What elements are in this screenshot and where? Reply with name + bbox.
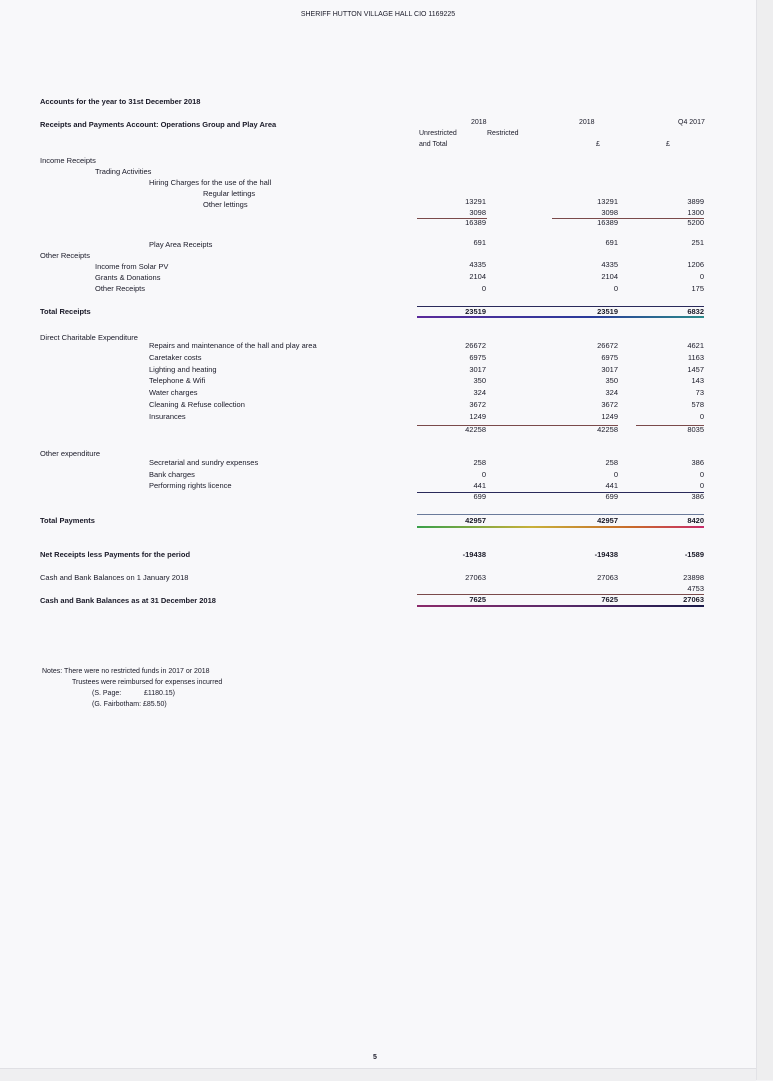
solar-v2: 4335 — [601, 260, 618, 269]
other-item-label: Performing rights licence — [149, 481, 232, 490]
hiring-subtotal-v3: 5200 — [687, 218, 704, 227]
direct-item-v3: 1457 — [687, 364, 704, 374]
direct-item-v2: 6975 — [601, 352, 618, 362]
direct-item-v3: 578 — [691, 400, 704, 409]
direct-item-v1: 324 — [473, 388, 486, 398]
direct-item-v1: 350 — [473, 376, 486, 386]
direct-item-label: Cleaning & Refuse collection — [149, 400, 245, 409]
total-payments-v3: 8420 — [687, 516, 704, 525]
other-subtotal-v1: 699 — [473, 492, 486, 501]
accounts-title: Accounts for the year to 31st December 2018 — [40, 97, 201, 106]
notes-line-1: Notes: There were no restricted funds in 2017 or 2018 — [42, 668, 210, 675]
net-v1: -19438 — [462, 550, 486, 559]
grants-v3: 0 — [699, 272, 704, 281]
direct-item-v3: 143 — [691, 376, 704, 386]
direct-item-v1: 3672 — [469, 400, 486, 409]
col1-and-total: and Total — [419, 141, 448, 148]
notes-line-3-amount: £1180.15) — [144, 690, 176, 697]
play-area-v3: 251 — [691, 238, 704, 247]
other-item-v1: 258 — [473, 458, 486, 467]
play-area-label: Play Area Receipts — [149, 240, 213, 249]
col2-year: 2018 — [579, 119, 595, 126]
col3-currency: £ — [666, 141, 670, 148]
hiring-subtotal-v1: 16389 — [465, 218, 486, 227]
direct-item-v2: 324 — [605, 388, 618, 398]
other-item-label: Secretarial and sundry expenses — [149, 458, 259, 467]
total-receipts-label: Total Receipts — [40, 307, 91, 316]
other-item-v2: 0 — [613, 469, 618, 479]
notes-line-4: (G. Fairbotham: £85.50) — [92, 701, 167, 708]
net-label: Net Receipts less Payments for the period — [40, 550, 191, 559]
scan-edge — [756, 0, 773, 1080]
direct-subtotal-v3: 8035 — [687, 425, 704, 434]
direct-item-v2: 350 — [605, 376, 618, 386]
closing-v3: 27063 — [683, 595, 704, 604]
direct-item-v2: 3017 — [601, 364, 618, 374]
direct-item-v2: 1249 — [601, 411, 618, 421]
other-receipts-v1: 0 — [481, 284, 486, 293]
closing-v1: 7625 — [469, 595, 486, 604]
other-expenditure-heading: Other expenditure — [40, 449, 101, 458]
play-area-v1: 691 — [473, 238, 486, 247]
direct-item-v3: 4621 — [687, 341, 704, 350]
regular-v3: 3899 — [687, 197, 704, 206]
other-subtotal-v3: 386 — [691, 492, 704, 501]
total-payments-label: Total Payments — [40, 516, 95, 525]
direct-item-label: Telephone & Wifi — [149, 376, 206, 386]
regular-label: Regular lettings — [203, 189, 256, 198]
total-receipts-v2: 23519 — [597, 307, 618, 316]
opening-v3-extra: 4753 — [687, 584, 704, 593]
direct-item-v3: 73 — [695, 388, 704, 398]
other-item-v1: 441 — [473, 481, 486, 490]
other-item-v2: 441 — [605, 481, 618, 490]
hiring-subtotal-v2: 16389 — [597, 218, 618, 227]
org-title: SHERIFF HUTTON VILLAGE HALL CIO 1169225 — [300, 11, 456, 18]
scan-bottom-edge — [0, 1068, 756, 1081]
solar-v3: 1206 — [687, 260, 704, 269]
other-lettings-v3: 1300 — [687, 208, 704, 217]
notes-line-2: Trustees were reimbursed for expenses incurred — [72, 679, 223, 686]
closing-label: Cash and Bank Balances as at 31 December 2018 — [40, 596, 216, 605]
col1-restricted: Restricted — [487, 130, 519, 137]
play-area-v2: 691 — [605, 238, 618, 247]
other-receipts-v2: 0 — [613, 284, 618, 293]
other-item-v1: 0 — [481, 469, 486, 479]
other-lettings-v2: 3098 — [601, 208, 618, 217]
col1-unrestricted: Unrestricted — [419, 130, 457, 137]
direct-item-label: Repairs and maintenance of the hall and play area — [149, 341, 317, 350]
direct-item-v1: 6975 — [469, 352, 486, 362]
total-payments-v1: 42957 — [465, 516, 486, 525]
other-receipts-v3: 175 — [691, 284, 704, 293]
col3-year: Q4 2017 — [678, 119, 705, 126]
opening-v3: 23898 — [683, 573, 704, 582]
direct-item-label: Water charges — [149, 388, 198, 398]
notes-line-3-name: (S. Page: — [92, 690, 122, 697]
direct-item-label: Insurances — [149, 411, 186, 421]
other-receipts-heading: Other Receipts — [40, 251, 91, 260]
total-receipts-v1: 23519 — [465, 307, 486, 316]
other-lettings-v1: 3098 — [469, 208, 486, 217]
regular-v2: 13291 — [597, 197, 618, 206]
grants-v2: 2104 — [601, 272, 618, 281]
col1-year: 2018 — [471, 119, 487, 126]
regular-v1: 13291 — [465, 197, 486, 206]
trading-heading: Trading Activities — [95, 167, 152, 176]
direct-item-v2: 3672 — [601, 400, 618, 409]
solar-label: Income from Solar PV — [95, 262, 169, 271]
other-lettings-label: Other lettings — [203, 200, 248, 209]
net-v3: -1589 — [684, 550, 704, 559]
direct-subtotal-v2: 42258 — [597, 425, 618, 434]
direct-item-v1: 1249 — [469, 411, 486, 421]
direct-subtotal-v1: 42258 — [465, 425, 486, 434]
double-rule — [417, 605, 704, 607]
direct-heading: Direct Charitable Expenditure — [40, 333, 138, 342]
direct-item-label: Lighting and heating — [149, 364, 217, 374]
opening-v1: 27063 — [465, 573, 486, 582]
double-rule — [417, 316, 704, 318]
other-item-v3: 0 — [699, 469, 704, 479]
opening-v2: 27063 — [597, 573, 618, 582]
statement-title: Receipts and Payments Account: Operations Group and Play Area — [40, 120, 277, 129]
other-item-v2: 258 — [605, 458, 618, 467]
page-number: 5 — [373, 1054, 377, 1061]
net-v2: -19438 — [594, 550, 618, 559]
hiring-heading: Hiring Charges for the use of the hall — [149, 178, 272, 187]
rule — [417, 514, 704, 515]
direct-item-label: Caretaker costs — [149, 352, 202, 362]
other-item-label: Bank charges — [149, 469, 195, 479]
total-receipts-v3: 6832 — [687, 307, 704, 316]
solar-v1: 4335 — [469, 260, 486, 269]
direct-item-v1: 26672 — [465, 341, 486, 350]
other-receipts-label: Other Receipts — [95, 284, 146, 293]
other-item-v3: 386 — [691, 458, 704, 467]
direct-item-v3: 0 — [699, 411, 704, 421]
other-item-v3: 0 — [699, 481, 704, 490]
grants-v1: 2104 — [469, 272, 486, 281]
total-payments-v2: 42957 — [597, 516, 618, 525]
grants-label: Grants & Donations — [95, 273, 161, 282]
double-rule — [417, 526, 704, 528]
closing-v2: 7625 — [601, 595, 618, 604]
opening-label: Cash and Bank Balances on 1 January 2018 — [40, 573, 189, 582]
direct-item-v1: 3017 — [469, 364, 486, 374]
other-subtotal-v2: 699 — [605, 492, 618, 501]
income-heading: Income Receipts — [40, 156, 96, 165]
col2-currency: £ — [596, 141, 600, 148]
direct-item-v3: 1163 — [687, 352, 704, 362]
direct-item-v2: 26672 — [597, 341, 618, 350]
